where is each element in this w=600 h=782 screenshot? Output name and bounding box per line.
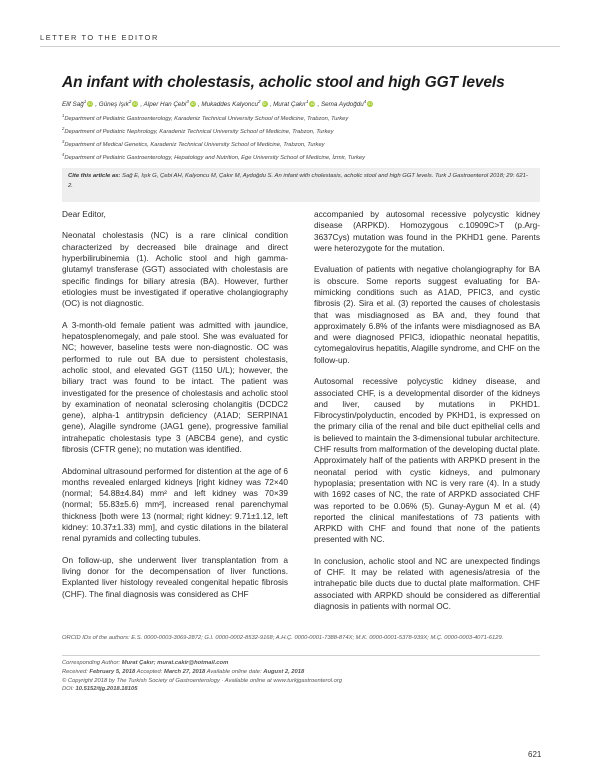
orcid-icon[interactable]: iD [133, 101, 138, 107]
corresponding-author [62, 659, 540, 668]
doi-line[interactable] [62, 685, 540, 694]
body-paragraph: Evaluation of patients with negative cholangiography for BA is obscure. Some reports suggest evaluating for BA-mimicking conditions such as A1AD, PFIC3, and cystic fibrosis (2). Sira et al. (3) reported the causes of cholestasis that was misdiagnosed as BA and, they found that approximately 6.8% of the infants were misdiagnosed as BA and were diagnosed PFIC3, idiopathic neonatal hepatitis, cytomegalovirus hepatitis, Alagille syndrome, and CHF on the follow-up. [314, 264, 540, 365]
body-paragraph: Autosomal recessive polycystic kidney disease, and associated CHF, is a developmental disorder of the kidneys and liver, caused by mutations in PKHD1. Fibrocystin/polyductin, encoded by PKHD1, is expressed on the primary cilia of the renal and bile duct epithelial cells and is believed to maintain the 3-dimensional tubular architecture. CHF results from malformation of the developing ductal plate. Approximately half of the patients with ARPKD present in the neonatal period with cystic kidneys, and pulmonary hypoplasia; presentation with NC is very rare (4). In a study with 1692 cases of NC, the rate of ARPKD associated CHF was reported to be 0.06% (5). Gunay-Aygun M et al. (4) reported the clinical manifestations of 73 patients with ARPKD with CHF and found that none of the patients presented with NC. [314, 376, 540, 545]
body-right-column [314, 209, 540, 623]
accepted-label: Accepted: [136, 668, 163, 675]
citation-box [62, 168, 540, 202]
author-name: Alper Han Çebi [143, 101, 187, 109]
orcid-icon[interactable]: iD [88, 101, 93, 107]
author: Murat Çakır$^1$ iD , [273, 99, 321, 109]
author-affil-number: 1 [83, 99, 87, 104]
author-list [62, 99, 375, 108]
affiliation [62, 124, 365, 137]
body-paragraph: On follow-up, she underwent liver transplantation from a living donor for the decompensation of liver functions. Explanted liver histology revealed congenital hepatic fibrosis (CHF). The final diagnosis was considered as CHF [62, 554, 288, 599]
received-value: February 5, 2018 [89, 668, 136, 675]
citation-text [68, 171, 528, 191]
author: Mukaddes Kalyoncu$^2$ iD , [201, 99, 274, 109]
body-paragraph: accompanied by autosomal recessive polycystic kidney disease (ARPKD). Homozygous c.10909C>T (p.Arg-3637Cys) mutation was found in the PKHD1 gene. Parents were heterozygote for the mutation. [314, 209, 540, 253]
affiliation-text: Department of Medical Genetics, Karadeniz Technical University School of Medicine, Trabzon, Turkey [64, 142, 325, 149]
article-title: An infant with cholestasis, acholic stool and high GGT levels [62, 74, 505, 91]
online-value: August 2, 2018 [263, 668, 305, 675]
corr-label: Corresponding Author: [62, 660, 121, 666]
body-paragraph: Neonatal cholestasis (NC) is a rare clinical condition characterized by decreased bile drainage and direct hyperbilirubinemia (1). Acholic stool and high gamma-glutamyl transferase (GGT) associated with cholestasis are specific findings for biliary atresia (BA). However, further etiologies must be investigated if operative cholangiography (OC) is not diagnostic. [62, 230, 288, 309]
footer-divider [62, 655, 540, 656]
author-affil-number: 2 [258, 99, 261, 104]
author-name: Sema Aydoğdu [320, 101, 364, 109]
page-number: 621 [528, 750, 542, 759]
author [321, 101, 375, 108]
citation-body: Sağ E, Işık G, Çebi AH, Kalyoncu M, Çakır M, Aydoğdu S. An infant with cholestasis, acholic stool and high GGT levels. Turk J Gastroenterol 2018; 29: 621-2. [68, 173, 528, 189]
corr-value: Murat Çakır; murat.cakir@hotmail.com [121, 660, 229, 666]
affiliation-number: 1 [62, 113, 65, 118]
affiliation-number: 3 [62, 139, 65, 145]
affiliation-number: 2 [62, 126, 65, 132]
author-affil-number: 2 [128, 99, 132, 104]
affiliation [62, 137, 365, 150]
orcid-icon[interactable]: iD [368, 101, 373, 107]
top-divider [40, 46, 560, 47]
author: Alper Han Çebi$^3$ iD , [143, 99, 202, 109]
article-footer [62, 659, 540, 694]
affiliation-text: Department of Pediatric Gastroenterology, Karadeniz Technical University School of Medicine, Trabzon, Turkey [64, 115, 349, 122]
doi-value[interactable]: 10.5152/tjg.2018.18105 [75, 686, 138, 693]
author-name: Elif Sağ [62, 101, 84, 109]
author-name: Güneş Işık [98, 101, 129, 109]
author-name: Murat Çakır [273, 101, 306, 109]
dates-line [62, 668, 540, 677]
author-affil-number: 4 [363, 99, 367, 104]
orcid-icon[interactable]: iD [190, 101, 195, 107]
copyright: © Copyright 2018 by The Turkish Society of Gastroenterology · Available online at www.turkjgastroenterol.org [62, 677, 342, 684]
doi-label: DOI: [62, 686, 74, 693]
affiliation [62, 111, 365, 124]
section-label: LETTER TO THE EDITOR [40, 33, 159, 42]
body-paragraph: Dear Editor, [62, 209, 106, 219]
affiliation-text: Department of Pediatric Nephrology, Karadeniz Technical University School of Medicine, Trabzon, Turkey [64, 129, 334, 136]
affiliation-number: 4 [62, 152, 65, 158]
author: Güneş Işık$^2$ iD , [98, 99, 144, 109]
body-paragraph: In conclusion, acholic stool and NC are unexpected findings of CHF. It may be related with agenesis/atresia of the intrahepatic bile ducts due to ductal plate malformation. CHF associated with ARPKD should be considered as differential diagnosis in patients with normal OC. [314, 555, 540, 612]
body-left-column [62, 209, 288, 610]
body-paragraph: Abdominal ultrasound performed for distention at the age of 6 months revealed enlarged kidneys [right kidney was 72×40 (normal; 54.88±4.84) mm² and left kidney was 70×39 (normal; 55.83±5.6) mm²], increased renal parenchymal thickness [both were 13 (normal; right kidney: 9.71±1.12, left kidney: 10.37±1.33) mm], and cystic dilations in the bilateral renal pyramids and collecting tubules. [62, 465, 288, 544]
affiliations [62, 111, 365, 164]
orcid-icon[interactable]: iD [310, 101, 315, 107]
online-label: Available online date: [206, 668, 262, 675]
orcid-ids: ORCID IDs of the authors: E.S. 0000-0003-3069-2872; G.I. 0000-0002-8532-9168; A.H.Ç. 0000-0001-7388-874X; M.K. 0000-0001-5378-939X; M.Ç. 0000-0003-4071-6129. [62, 635, 504, 641]
received-label: Received: [62, 668, 88, 675]
affiliation-text: Department of Pediatric Gastroenterology, Hepatology and Nutrition, Ege University School of Medicine, İzmir, Turkey [64, 155, 366, 162]
citation-label: Cite this article as: [68, 173, 121, 179]
author: Elif Sağ$^1$ iD , [62, 99, 99, 109]
author-affil-number: 3 [186, 99, 189, 104]
accepted-value: March 27, 2018 [163, 668, 206, 675]
author-name: Mukaddes Kalyoncu [201, 101, 259, 109]
author-affil-number: 1 [305, 99, 309, 104]
affiliation [62, 150, 365, 163]
orcid-icon[interactable]: iD [262, 101, 267, 107]
body-paragraph: A 3-month-old female patient was admitted with jaundice, hepatosplenomegaly, and pale stool. She was evaluated for NC; however, baseline tests were non-diagnostic. OC was performed to rule out BA due to persistent cholestasis, acholic stool, and elevated GGT (1150 U/L); however, the biliary tract was found to be intact. The patient was investigated for the presence of cholestasis and acholic stool by examination of neonatal sclerosing cholangitis (DCDC2 gene), alpha-1 antitrypsin deficiency (A1AD; SERPINA1 gene), Alagille syndrome (JAG1 gene), progressive familial intrahepatic cholestasis type 3 (ABCB4 gene), and cystic fibrosis (CFTR gene); no mutation was identified. [62, 319, 288, 455]
